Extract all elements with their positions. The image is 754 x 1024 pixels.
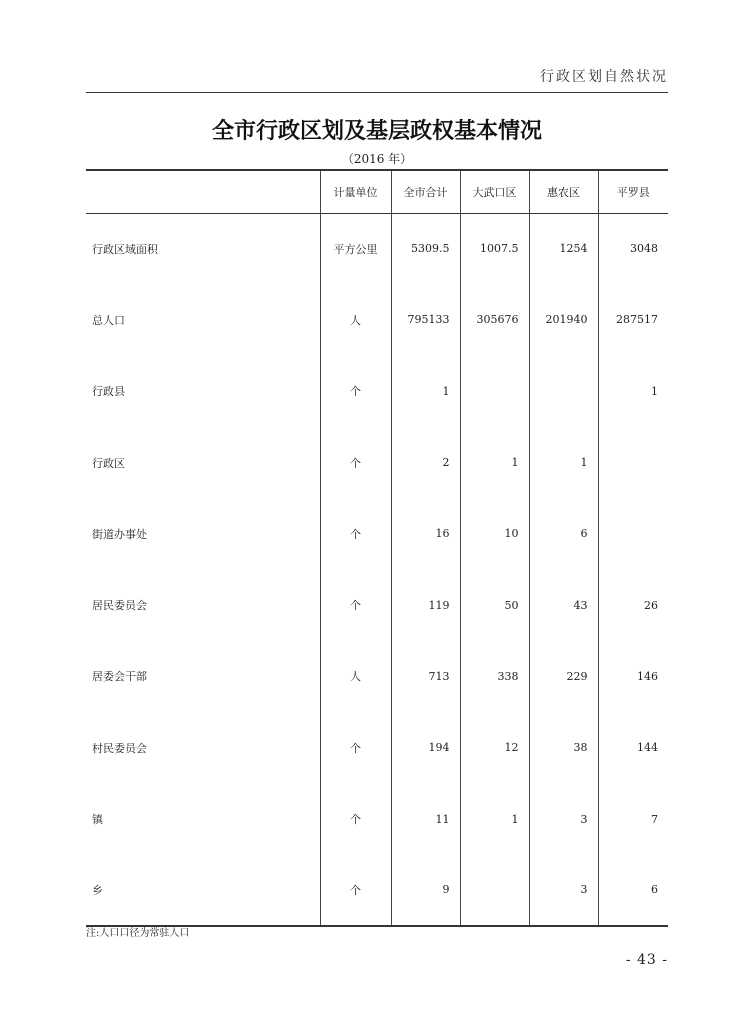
table-row: [86, 712, 668, 783]
row-unit: 个: [320, 783, 391, 854]
table-row: [86, 284, 668, 355]
row-unit: 人: [320, 641, 391, 712]
row-label: 居委会干部: [92, 670, 147, 684]
cell-dawukou: 305676: [460, 284, 529, 355]
table-note: 注:人口口径为常驻人口: [86, 928, 190, 939]
table-row: [86, 498, 668, 569]
cell-dawukou: 50: [460, 569, 529, 640]
row-label: 乡: [86, 855, 320, 926]
row-label: 居民委员会: [92, 599, 147, 613]
cell-pingluo: 26: [598, 569, 668, 640]
row-unit: 个: [320, 569, 391, 640]
cell-pingluo: 287517: [598, 284, 668, 355]
table-row: [86, 356, 668, 427]
row-label: 街道办事处: [92, 527, 147, 541]
running-header: 行政区划自然状况: [540, 69, 668, 85]
cell-pingluo: 6: [598, 855, 668, 926]
row-label: 总人口: [92, 313, 125, 327]
cell-total: 16: [391, 498, 460, 569]
cell-total: 119: [391, 569, 460, 640]
cell-huinong: 229: [529, 641, 598, 712]
table-row: [86, 855, 668, 926]
row-unit: 平方公里: [320, 213, 391, 284]
cell-huinong: 1254: [529, 213, 598, 284]
cell-huinong: 201940: [529, 284, 598, 355]
cell-pingluo: 144: [598, 712, 668, 783]
row-unit: 个: [320, 356, 391, 427]
header-total: 全市合计: [391, 170, 460, 213]
table-row: [86, 213, 668, 284]
cell-total: 9: [391, 855, 460, 926]
cell-pingluo: 3048: [598, 213, 668, 284]
row-unit: 人: [320, 284, 391, 355]
cell-total: 713: [391, 641, 460, 712]
page-number: - 43 -: [625, 952, 668, 968]
cell-pingluo: [598, 498, 668, 569]
cell-dawukou: 1: [460, 783, 529, 854]
row-label: 行政区: [92, 456, 125, 470]
table-year: （2016 年）: [341, 152, 413, 166]
cell-dawukou: [460, 855, 529, 926]
cell-dawukou: 338: [460, 641, 529, 712]
cell-total: 2: [391, 427, 460, 498]
header-unit: 计量单位: [320, 170, 391, 213]
cell-dawukou: [460, 356, 529, 427]
table-header-row: [86, 170, 668, 213]
cell-total: 11: [391, 783, 460, 854]
cell-total: 1: [391, 356, 460, 427]
cell-total: 795133: [391, 284, 460, 355]
cell-huinong: 43: [529, 569, 598, 640]
cell-pingluo: 7: [598, 783, 668, 854]
table-row: [86, 641, 668, 712]
header-dawukou: 大武口区: [460, 170, 529, 213]
table-row: [86, 783, 668, 854]
cell-dawukou: 1007.5: [460, 213, 529, 284]
row-label: 镇: [92, 813, 103, 827]
row-label: 村民委员会: [92, 741, 147, 755]
cell-pingluo: [598, 427, 668, 498]
cell-total: 194: [391, 712, 460, 783]
cell-huinong: [529, 356, 598, 427]
cell-pingluo: 146: [598, 641, 668, 712]
row-unit: 个: [320, 498, 391, 569]
row-unit: 个: [320, 712, 391, 783]
stats-table: [86, 169, 668, 927]
header-rule: [86, 92, 668, 93]
row-unit: 个: [320, 427, 391, 498]
cell-dawukou: 1: [460, 427, 529, 498]
cell-dawukou: 12: [460, 712, 529, 783]
cell-huinong: 3: [529, 855, 598, 926]
table-row: [86, 427, 668, 498]
row-label: 行政区域面积: [92, 242, 158, 256]
table-title: 全市行政区划及基层政权基本情况: [211, 118, 542, 144]
row-unit: 个: [320, 855, 391, 926]
cell-huinong: 1: [529, 427, 598, 498]
cell-pingluo: 1: [598, 356, 668, 427]
cell-huinong: 3: [529, 783, 598, 854]
table-row: [86, 569, 668, 640]
cell-huinong: 38: [529, 712, 598, 783]
cell-dawukou: 10: [460, 498, 529, 569]
header-item: [86, 170, 320, 213]
cell-huinong: 6: [529, 498, 598, 569]
cell-total: 5309.5: [391, 213, 460, 284]
header-pingluo: 平罗县: [598, 170, 668, 213]
header-huinong: 惠农区: [529, 170, 598, 213]
row-label: 行政县: [92, 385, 125, 399]
